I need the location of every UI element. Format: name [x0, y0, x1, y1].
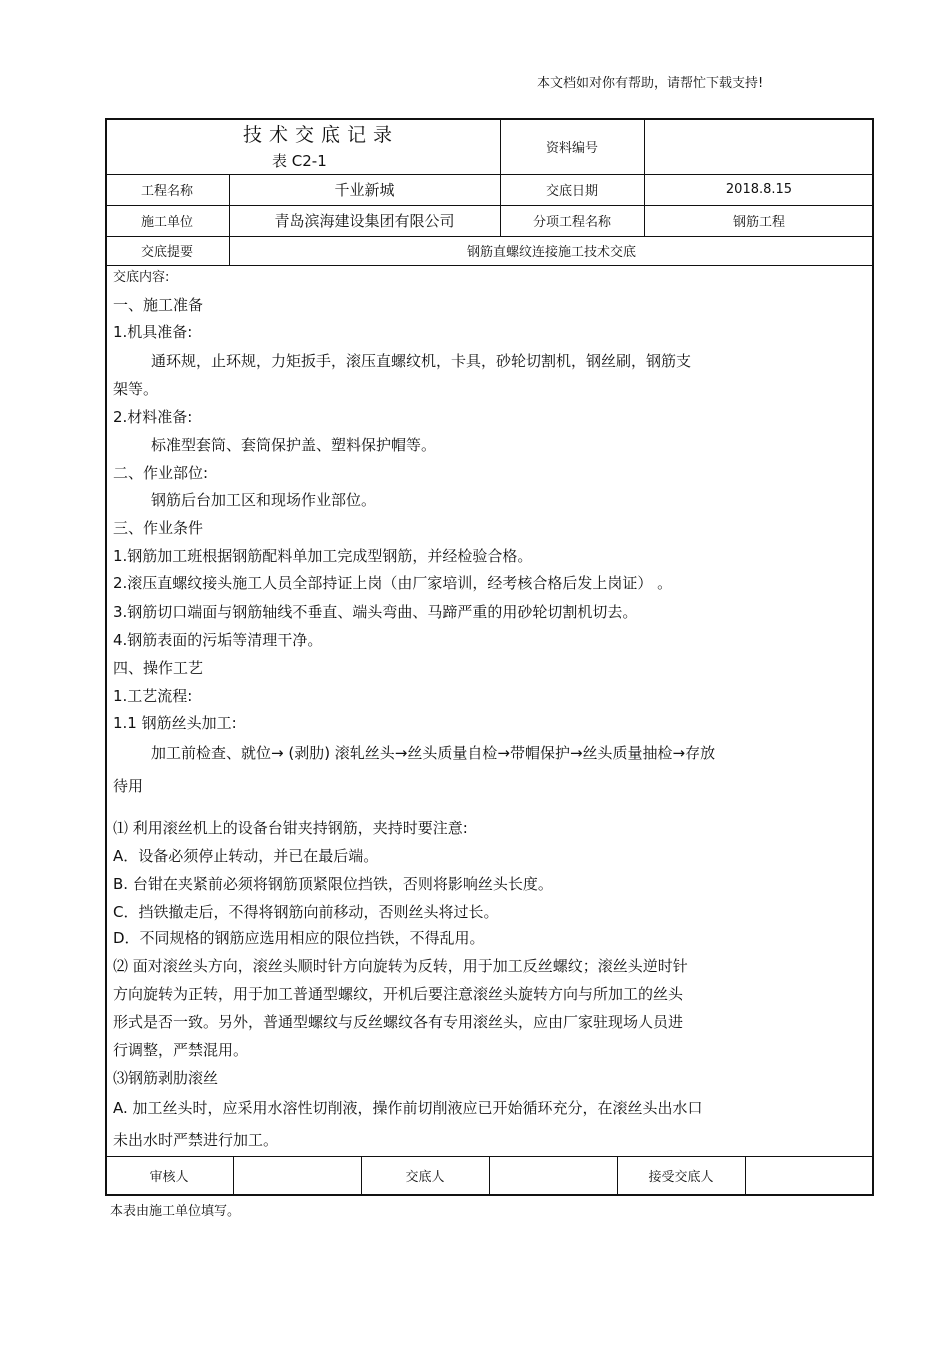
- content-line: 标准型套筒、套筒保护盖、塑料保护帽等。: [151, 436, 437, 454]
- date-label: 交底日期: [545, 184, 598, 199]
- content-line: 待用: [113, 777, 144, 795]
- content-heading: 交底内容:: [113, 270, 170, 285]
- content-line: 一、施工准备: [113, 296, 204, 314]
- content-line: ⑴ 利用滚丝机上的设备台钳夹持钢筋，夹持时要注意:: [113, 819, 468, 837]
- disclosure-form: [105, 118, 874, 1196]
- content-line: 形式是否一致。另外，普通型螺纹与反丝螺纹各有专用滚丝头，应由厂家驻现场人员进: [113, 1013, 684, 1031]
- row-divider: [105, 265, 874, 266]
- content-line: 二、作业部位:: [113, 464, 209, 482]
- content-line: 加工前检查、就位→ (剥肋) 滚轧丝头→丝头质量自检→带帽保护→丝头质量抽检→存放: [151, 744, 716, 762]
- content-line: 通环规，止环规，力矩扳手，滚压直螺纹机，卡具，砂轮切割机，钢丝刷，钢筋支: [151, 352, 692, 370]
- content-line: 未出水时严禁进行加工。: [113, 1131, 279, 1149]
- company-value: 青岛滨海建设集团有限公司: [274, 212, 455, 230]
- discloser-value: [489, 1156, 617, 1194]
- company-label: 施工单位: [140, 215, 193, 230]
- header-note: 本文档如对你有帮助，请帮忙下载支持!: [537, 76, 764, 91]
- content-line: 三、作业条件: [113, 519, 204, 537]
- footer-note: 本表由施工单位填写。: [110, 1204, 241, 1219]
- content-line: D．不同规格的钢筋应选用相应的限位挡铁，不得乱用。: [113, 929, 485, 947]
- content-line: 2.滚压直螺纹接头施工人员全部持证上岗（由厂家培训，经考核合格后发上岗证） 。: [113, 574, 673, 592]
- summary-label: 交底提要: [140, 245, 193, 260]
- form-code: 表 C2-1: [272, 152, 327, 170]
- data-no-value: [644, 118, 874, 174]
- content-line: 1.工艺流程:: [113, 687, 193, 705]
- content-line: 行调整，严禁混用。: [113, 1041, 249, 1059]
- content-line: 1.机具准备:: [113, 323, 193, 341]
- receiver-label: 接受交底人: [648, 1169, 714, 1185]
- content-line: 方向旋转为正转，用于加工普通型螺纹，开机后要注意滚丝头旋转方向与所加工的丝头: [113, 985, 684, 1003]
- content-line: ⑵ 面对滚丝头方向，滚丝头顺时针方向旋转为反转，用于加工反丝螺纹；滚丝头逆时针: [113, 957, 688, 975]
- content-line: A. 加工丝头时，应采用水溶性切削液，操作前切削液应已开始循环充分，在滚丝头出水口: [113, 1099, 703, 1117]
- content-line: 1.1 钢筋丝头加工:: [113, 714, 237, 732]
- discloser-label: 交底人: [405, 1169, 445, 1185]
- content-line: 钢筋后台加工区和现场作业部位。: [151, 491, 377, 509]
- content-line: 3.钢筋切口端面与钢筋轴线不垂直、端头弯曲、马蹄严重的用砂轮切割机切去。: [113, 603, 638, 621]
- summary-value: 钢筋直螺纹连接施工技术交底: [466, 245, 636, 260]
- date-value: 2018.8.15: [725, 182, 793, 197]
- content-line: 四、操作工艺: [113, 659, 204, 677]
- subproject-value: 钢筋工程: [732, 215, 785, 230]
- content-line: 架等。: [113, 380, 159, 398]
- content-line: C．挡铁撤走后，不得将钢筋向前移动，否则丝头将过长。: [113, 903, 499, 921]
- content-line: B. 台钳在夹紧前必须将钢筋顶紧限位挡铁，否则将影响丝头长度。: [113, 875, 553, 893]
- content-line: 1.钢筋加工班根据钢筋配料单加工完成型钢筋，并经检验合格。: [113, 547, 533, 565]
- content-line: ⑶钢筋剥肋滚丝: [113, 1069, 219, 1087]
- content-line: A．设备必须停止转动，并已在最后端。: [113, 847, 379, 865]
- reviewer-label: 审核人: [149, 1169, 189, 1185]
- content-line: 2.材料准备:: [113, 408, 193, 426]
- form-title: 技术交底记录: [243, 124, 400, 146]
- project-name-label: 工程名称: [140, 184, 193, 199]
- subproject-label: 分项工程名称: [532, 215, 611, 230]
- data-no-label: 资料编号: [545, 140, 598, 156]
- project-name-value: 千业新城: [334, 181, 395, 199]
- receiver-value: [745, 1156, 874, 1194]
- content-line: 4.钢筋表面的污垢等清理干净。: [113, 631, 323, 649]
- reviewer-value: [233, 1156, 361, 1194]
